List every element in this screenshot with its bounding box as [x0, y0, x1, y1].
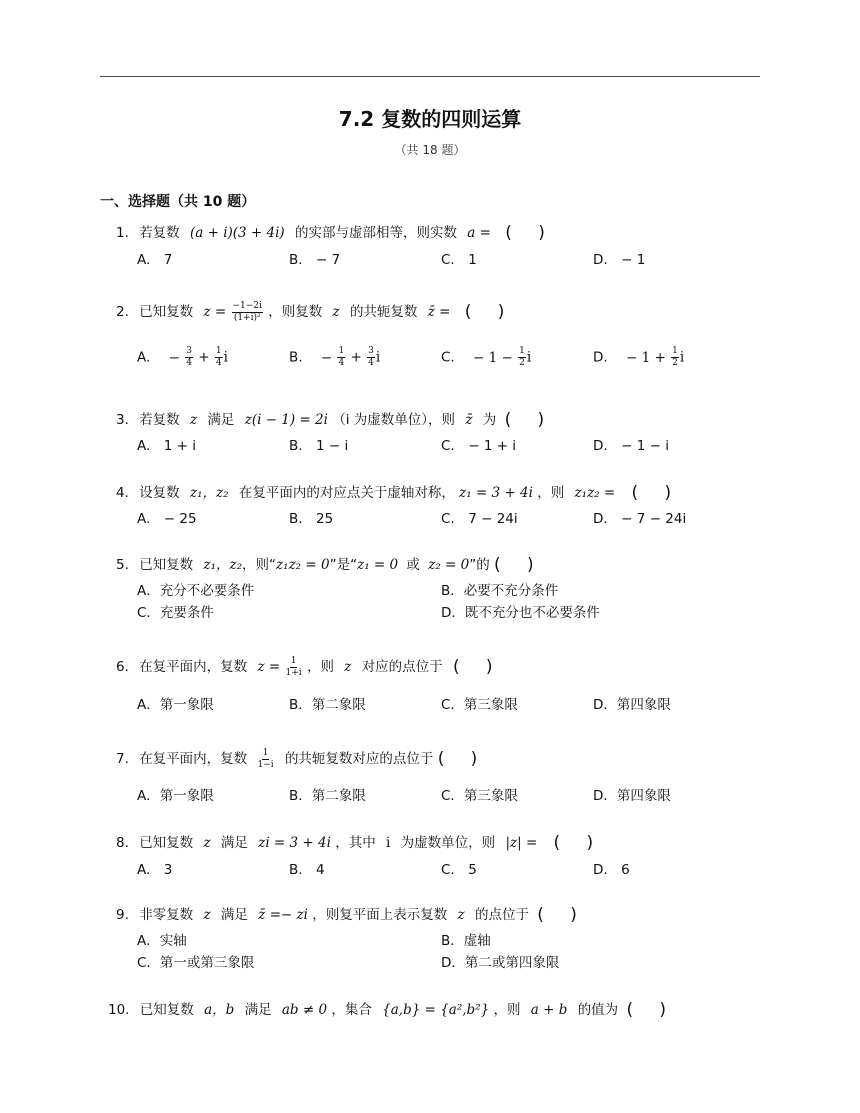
question-text: ”是“ — [329, 557, 358, 573]
question-4 — [116, 481, 671, 503]
fraction-denominator: 2 — [672, 358, 678, 368]
math-expression: i — [223, 349, 228, 366]
option-d: D．第四象限 — [593, 697, 671, 713]
answer-blank-open: ( — [494, 555, 501, 575]
math-expression: z(i − 1) = 2i — [244, 412, 328, 428]
question-6 — [116, 655, 493, 678]
question-text: ，则 — [306, 659, 334, 675]
option-a: A. − 25 — [137, 511, 197, 527]
question-text: 已知复数 — [139, 304, 194, 320]
math-expression: z = — [257, 659, 281, 675]
question-text: 满足 — [220, 835, 248, 851]
fraction — [671, 347, 679, 368]
question-number: 9. — [116, 907, 129, 923]
question-number: 6. — [116, 659, 129, 675]
fraction-denominator: 4 — [186, 358, 192, 368]
option-b: B．第二象限 — [289, 788, 366, 804]
question-text: 为 — [482, 412, 497, 428]
option-b: B．虚轴 — [441, 933, 491, 949]
answer-blank-close: ) — [497, 302, 505, 322]
question-text: 为虚数单位，则 — [400, 835, 496, 851]
question-text: 对应的点位于 — [361, 659, 443, 675]
question-number: 5. — [116, 557, 129, 573]
option-d: D. 6 — [593, 862, 630, 878]
question-text: 的点位于 — [474, 907, 529, 923]
math-expression: z₁，z₂ — [203, 557, 243, 573]
math-expression: ab ≠ 0 — [281, 1002, 328, 1018]
fraction-denominator: (1+i)² — [233, 312, 261, 323]
option-label: D. — [593, 349, 608, 366]
math-expression: z₁z₂ = — [574, 485, 616, 501]
question-text: 满足 — [220, 907, 248, 923]
option-c: C. 1 — [441, 252, 477, 268]
question-text: 已知复数 — [139, 1002, 194, 1018]
answer-blank-open: ( — [631, 483, 639, 503]
question-9 — [116, 903, 577, 925]
question-text: 非零复数 — [139, 907, 194, 923]
option-d: D. − 7 − 24i — [593, 511, 687, 527]
math-expression: − 1 + — [625, 349, 671, 366]
fraction-numerator: 3 — [368, 346, 374, 356]
math-expression: z — [189, 412, 198, 428]
answer-blank-close: ) — [537, 410, 545, 430]
question-text: ，则“ — [242, 557, 277, 573]
fraction-numerator: −1−2i — [232, 300, 262, 311]
question-text: 的共轭复数对应的点位于 — [284, 751, 434, 767]
question-text: ”的 — [469, 557, 490, 573]
math-expression: zi = 3 + 4i — [258, 835, 331, 851]
question-number: 4. — [116, 485, 129, 501]
question-text: ，则 — [493, 1002, 521, 1018]
math-expression: z — [203, 907, 211, 923]
question-10 — [108, 998, 666, 1020]
question-5 — [116, 553, 534, 575]
option-label: B. — [289, 349, 303, 366]
answer-blank-close: ) — [526, 555, 534, 575]
option-c: C．第一或第三象限 — [137, 955, 255, 971]
fraction-denominator: 4 — [215, 358, 222, 368]
math-expression: − 1 − — [473, 349, 518, 366]
question-text: 或 — [406, 557, 420, 573]
question-7 — [116, 747, 477, 770]
question-number: 7. — [116, 751, 129, 767]
answer-blank-open: ( — [537, 905, 544, 925]
question-text: 的实部与虚部相等，则实数 — [295, 225, 457, 241]
option-b: B. 1 − i — [289, 438, 349, 454]
option-d: D．第四象限 — [593, 788, 671, 804]
answer-blank-close: ) — [538, 223, 545, 243]
answer-blank-close: ) — [664, 483, 672, 503]
question-text: 在复平面内的对应点关于虚轴对称， — [238, 485, 455, 501]
option-b: B. 25 — [289, 511, 334, 527]
answer-blank-open: ( — [452, 657, 460, 677]
fraction — [518, 347, 526, 368]
math-expression: z₁z₂ = 0 — [276, 557, 330, 573]
option-d: D. − 1 − i — [593, 438, 670, 454]
option-c: C. 5 — [441, 862, 477, 878]
fraction-numerator: 1 — [290, 655, 297, 666]
option-a: A．充分不必要条件 — [137, 583, 255, 599]
option-a: A. 1 + i — [137, 438, 197, 454]
fraction-denominator: 1−i — [257, 759, 274, 770]
question-number: 3. — [116, 412, 129, 428]
answer-blank-close: ) — [485, 657, 493, 677]
page-subtitle: （共 18 题） — [394, 143, 466, 157]
header-rule — [100, 76, 760, 77]
fraction — [367, 347, 375, 368]
fraction-denominator: 4 — [338, 358, 345, 368]
question-number: 2. — [116, 304, 129, 320]
fraction-denominator: 4 — [368, 358, 374, 368]
math-expression: z — [457, 907, 465, 923]
option-c — [441, 347, 531, 368]
question-text: 若复数 — [139, 225, 180, 241]
question-number: 10. — [108, 1002, 130, 1018]
fraction — [337, 347, 345, 368]
question-text: （i 为虚数单位），则 — [332, 412, 456, 428]
answer-blank-open: ( — [504, 410, 512, 430]
answer-blank-open: ( — [505, 223, 512, 243]
math-expression: z₂ = 0 — [428, 557, 470, 573]
fraction — [232, 302, 263, 323]
question-text: 满足 — [244, 1002, 272, 1018]
math-expression: z — [203, 835, 211, 851]
answer-blank-close: ) — [470, 749, 478, 769]
option-d: D．第二或第四象限 — [441, 955, 560, 971]
question-text: 已知复数 — [139, 835, 194, 851]
question-8 — [116, 831, 593, 853]
fraction-denominator: 2 — [519, 358, 525, 368]
option-a: A．第一象限 — [137, 788, 214, 804]
math-expression: − — [168, 349, 185, 366]
math-expression: i — [679, 349, 685, 366]
math-expression: |z| = — [505, 835, 538, 851]
fraction-numerator: 1 — [672, 346, 678, 356]
option-a — [137, 347, 228, 368]
math-expression: z̄ =− zi — [258, 907, 308, 923]
question-text: 若复数 — [139, 412, 180, 428]
math-expression: − — [320, 349, 337, 366]
question-text: 已知复数 — [139, 557, 194, 573]
option-b: B．必要不充分条件 — [441, 583, 559, 599]
fraction-numerator: 1 — [262, 747, 269, 758]
question-number: 8. — [116, 835, 129, 851]
math-expression: z₁ = 3 + 4i — [459, 485, 533, 501]
option-a: A．实轴 — [137, 933, 187, 949]
math-expression: i — [526, 349, 532, 366]
question-text: 满足 — [207, 412, 235, 428]
option-b — [289, 347, 380, 368]
math-expression: z₁，z₂ — [189, 485, 229, 501]
question-text: ，则复平面上表示复数 — [312, 907, 448, 923]
math-expression: z — [332, 304, 340, 320]
question-text: 设复数 — [139, 485, 180, 501]
option-a: A．第一象限 — [137, 697, 214, 713]
math-expression: z — [344, 659, 352, 675]
option-label: A. — [137, 349, 151, 366]
answer-blank-close: ) — [570, 905, 577, 925]
question-text: ，集合 — [331, 1002, 372, 1018]
answer-blank-close: ) — [586, 833, 594, 853]
option-c: C. − 1 + i — [441, 438, 517, 454]
option-c: C. 7 − 24i — [441, 511, 518, 527]
option-a: A. 7 — [137, 252, 173, 268]
math-expression: {a,b} = {a²,b²} — [382, 1002, 490, 1018]
math-expression: z̄ — [465, 412, 473, 428]
question-3 — [116, 408, 544, 430]
question-2 — [116, 300, 504, 323]
option-label: C. — [441, 349, 455, 366]
math-expression: z̄ = — [427, 304, 451, 320]
fraction-numerator: 1 — [215, 346, 222, 356]
math-expression: i — [386, 835, 391, 851]
answer-blank-open: ( — [553, 833, 561, 853]
fraction-denominator: 1+i — [285, 667, 302, 678]
math-expression: z₁ = 0 — [357, 557, 399, 573]
option-d — [593, 347, 684, 368]
answer-blank-close: ) — [659, 1000, 667, 1020]
math-expression: i — [375, 349, 381, 366]
fraction — [257, 749, 273, 770]
math-expression: a + b — [530, 1002, 568, 1018]
math-expression: z = — [203, 304, 227, 320]
fraction — [286, 657, 302, 678]
question-1 — [116, 221, 545, 243]
option-b: B. 4 — [289, 862, 325, 878]
math-expression: a，b — [204, 1002, 235, 1018]
question-number: 1. — [116, 225, 129, 241]
math-expression: a = — [467, 225, 491, 241]
math-expression: + — [346, 349, 367, 366]
question-text: 的共轭复数 — [349, 304, 418, 320]
section-heading: 一、选择题（共 10 题） — [100, 194, 256, 210]
option-b: B．第二象限 — [289, 697, 366, 713]
fraction-numerator: 3 — [186, 346, 192, 356]
page-title: 7.2 复数的四则运算 — [338, 107, 522, 131]
question-text: 的值为 — [577, 1002, 619, 1018]
fraction-numerator: 1 — [338, 346, 345, 356]
answer-blank-open: ( — [626, 1000, 634, 1020]
option-c: C．第三象限 — [441, 697, 518, 713]
math-expression: + — [193, 349, 214, 366]
question-text: ，则 — [537, 485, 565, 501]
option-c: C．第三象限 — [441, 788, 518, 804]
question-text: ，其中 — [335, 835, 376, 851]
option-b: B. − 7 — [289, 252, 341, 268]
option-a: A. 3 — [137, 862, 173, 878]
option-d: D．既不充分也不必要条件 — [441, 605, 600, 621]
answer-blank-open: ( — [464, 302, 472, 322]
fraction-numerator: 1 — [519, 346, 525, 356]
answer-blank-open: ( — [437, 749, 445, 769]
question-text: 在复平面内，复数 — [139, 751, 248, 767]
fraction — [215, 347, 223, 368]
question-text: 在复平面内，复数 — [139, 659, 248, 675]
math-expression: (a + i)(3 + 4i) — [189, 225, 285, 241]
question-text: ，则复数 — [268, 304, 323, 320]
fraction — [185, 347, 193, 368]
option-c: C．充要条件 — [137, 605, 214, 621]
option-d: D. − 1 — [593, 252, 646, 268]
